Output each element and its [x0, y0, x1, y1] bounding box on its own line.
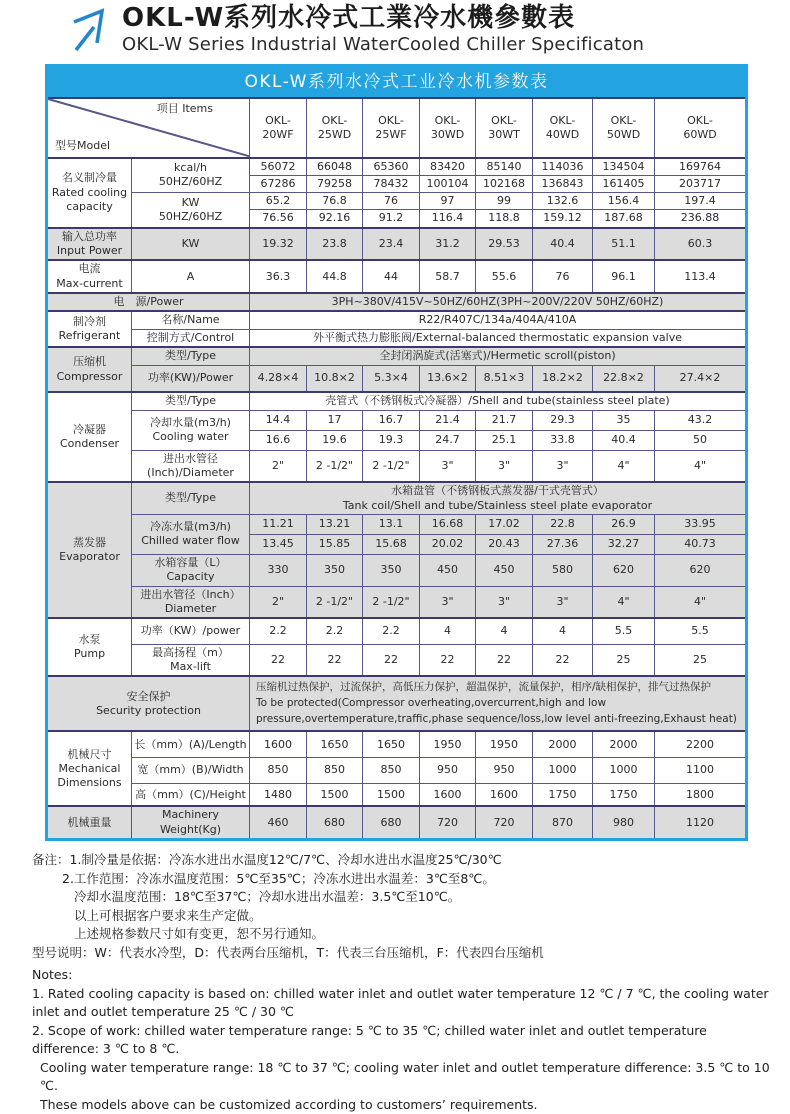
value-cell: 2"	[250, 586, 307, 618]
value-cell: 850	[250, 757, 307, 783]
value-cell: 96.1	[593, 260, 655, 293]
section-label: 机械尺寸 Mechanical Dimensions	[47, 731, 132, 806]
value-cell: 20.43	[476, 534, 533, 554]
table-row	[47, 644, 747, 676]
note-line: 2.工作范围：冷冻水温度范围：5℃至35℃；冷冻水进出水温差：3℃至8℃。	[62, 870, 495, 886]
table-row	[47, 731, 747, 757]
value-cell: 5.5	[593, 618, 655, 644]
value-cell: 330	[250, 554, 307, 586]
page-subtitle: OKL-W Series Industrial WaterCooled Chiller Specificaton	[122, 33, 645, 55]
note-line: These models above can be customized according to customers’ requirements.	[40, 1096, 538, 1112]
section-label: 压缩机 Compressor	[47, 347, 132, 392]
item-label: 名称/Name	[132, 311, 250, 329]
value-cell: 18.2×2	[533, 365, 593, 392]
merged-value-cell: 水箱盘管（不锈钢板式蒸发器/干式壳管式） Tank coil/Shell and tube/Stainless steel plate evaporator	[250, 482, 747, 514]
value-cell: 3"	[533, 586, 593, 618]
items-label: 项目 Items	[156, 102, 213, 116]
value-cell: 23.4	[363, 228, 420, 261]
value-cell: 118.8	[476, 210, 533, 228]
value-cell: 1600	[476, 783, 533, 806]
merged-value-cell: 壳管式（不锈钢板式冷凝器）/Shell and tube(stainless steel plate)	[250, 392, 747, 410]
table-row	[47, 228, 747, 261]
value-cell: 950	[420, 757, 476, 783]
value-cell: 3"	[533, 450, 593, 482]
model-header: OKL- 40WD	[533, 98, 593, 157]
value-cell: 350	[307, 554, 363, 586]
model-label: 型号Model	[55, 139, 111, 153]
section-label: 冷凝器 Condenser	[47, 392, 132, 482]
value-cell: 11.21	[250, 514, 307, 534]
model-header: OKL- 50WD	[593, 98, 655, 157]
section-label: 蒸发器 Evaporator	[47, 482, 132, 618]
value-cell: 36.3	[250, 260, 307, 293]
table-row	[47, 311, 747, 329]
value-cell: 2000	[533, 731, 593, 757]
note-line: 2. Scope of work: chilled water temperature range: 5 ℃ to 35 ℃; chilled water inlet and outlet temperature difference: 3 ℃ to 8 ℃.	[32, 1022, 707, 1057]
value-cell: 4"	[655, 586, 747, 618]
value-cell: 76	[363, 193, 420, 210]
value-cell: 114036	[533, 158, 593, 176]
value-cell: 156.4	[593, 193, 655, 210]
section-label: 电 源/Power	[47, 293, 250, 311]
item-label: 冷冻水量(m3/h) Chilled water flow	[132, 514, 250, 554]
value-cell: 980	[593, 806, 655, 839]
table-row	[47, 193, 747, 210]
value-cell: 2.2	[307, 618, 363, 644]
value-cell: 580	[533, 554, 593, 586]
value-cell: 23.8	[307, 228, 363, 261]
table-row	[47, 392, 747, 410]
value-cell: 680	[307, 806, 363, 839]
table-row	[47, 347, 747, 365]
value-cell: 24.7	[420, 430, 476, 450]
value-cell: 169764	[655, 158, 747, 176]
model-header: OKL- 20WF	[250, 98, 307, 157]
value-cell: 460	[250, 806, 307, 839]
value-cell: 55.6	[476, 260, 533, 293]
arrow-logo-icon	[70, 6, 114, 54]
value-cell: 4	[533, 618, 593, 644]
item-label: 水箱容量（L） Capacity	[132, 554, 250, 586]
value-cell: 56072	[250, 158, 307, 176]
value-cell: 680	[363, 806, 420, 839]
value-cell: 66048	[307, 158, 363, 176]
value-cell: 40.73	[655, 534, 747, 554]
value-cell: 197.4	[655, 193, 747, 210]
value-cell: 1480	[250, 783, 307, 806]
value-cell: 100104	[420, 175, 476, 192]
note-line: Notes:	[32, 967, 73, 983]
item-label: 进出水管径（Inch） Diameter	[132, 586, 250, 618]
item-label: 控制方式/Control	[132, 329, 250, 347]
model-header: OKL- 25WF	[363, 98, 420, 157]
page-header	[0, 0, 790, 56]
value-cell: 22.8	[533, 514, 593, 534]
value-cell: 22	[250, 644, 307, 676]
note-line: 1. Rated cooling capacity is based on: chilled water inlet and outlet water temperature 12 ℃ / 7 ℃, the cooling water inlet and outlet temperature 25 ℃ / 30 ℃	[32, 985, 769, 1020]
value-cell: 79258	[307, 175, 363, 192]
value-cell: 27.4×2	[655, 365, 747, 392]
value-cell: 50	[655, 430, 747, 450]
value-cell: 113.4	[655, 260, 747, 293]
notes-en	[32, 966, 776, 1114]
value-cell: 15.68	[363, 534, 420, 554]
value-cell: 17.02	[476, 514, 533, 534]
model-header: OKL- 25WD	[307, 98, 363, 157]
value-cell: 620	[655, 554, 747, 586]
value-cell: 1750	[533, 783, 593, 806]
model-header: OKL- 60WD	[655, 98, 747, 157]
value-cell: 40.4	[593, 430, 655, 450]
value-cell: 1800	[655, 783, 747, 806]
item-label: 高（mm）(C)/Height	[132, 783, 250, 806]
value-cell: 1500	[307, 783, 363, 806]
value-cell: 450	[476, 554, 533, 586]
value-cell: 22	[533, 644, 593, 676]
item-label: 类型/Type	[132, 392, 250, 410]
value-cell: 4"	[593, 586, 655, 618]
item-label: 类型/Type	[132, 347, 250, 365]
value-cell: 134504	[593, 158, 655, 176]
item-label: 功率(KW)/Power	[132, 365, 250, 392]
value-cell: 2"	[250, 450, 307, 482]
value-cell: 1000	[533, 757, 593, 783]
value-cell: 3"	[476, 450, 533, 482]
value-cell: 720	[476, 806, 533, 839]
value-cell: 3"	[420, 586, 476, 618]
value-cell: 3"	[420, 450, 476, 482]
value-cell: 136843	[533, 175, 593, 192]
value-cell: 2200	[655, 731, 747, 757]
value-cell: 25.1	[476, 430, 533, 450]
note-line: 冷却水温度范围：18℃至37℃；冷却水进出水温差：3.5℃至10℃。	[74, 889, 461, 905]
value-cell: 116.4	[420, 210, 476, 228]
section-label: 安全保护 Security protection	[47, 676, 250, 731]
table-row	[47, 410, 747, 430]
table-row	[47, 757, 747, 783]
value-cell: 1950	[420, 731, 476, 757]
value-cell: 21.7	[476, 410, 533, 430]
value-cell: 22	[476, 644, 533, 676]
value-cell: 4"	[593, 450, 655, 482]
item-label: 功率（KW）/power	[132, 618, 250, 644]
value-cell: 51.1	[593, 228, 655, 261]
table-row	[47, 365, 747, 392]
value-cell: 40.4	[533, 228, 593, 261]
table-row	[47, 676, 747, 731]
table-row	[47, 293, 747, 311]
value-cell: 15.85	[307, 534, 363, 554]
table-row	[47, 260, 747, 293]
item-label: 冷却水量(m3/h) Cooling water	[132, 410, 250, 450]
value-cell: 2 -1/2"	[307, 450, 363, 482]
value-cell: 10.8×2	[307, 365, 363, 392]
value-cell: 2.2	[363, 618, 420, 644]
value-cell: 32.27	[593, 534, 655, 554]
value-cell: 159.12	[533, 210, 593, 228]
value-cell: 31.2	[420, 228, 476, 261]
value-cell: 16.7	[363, 410, 420, 430]
value-cell: 1600	[250, 731, 307, 757]
section-label: 水泵 Pump	[47, 618, 132, 676]
value-cell: 16.68	[420, 514, 476, 534]
value-cell: 97	[420, 193, 476, 210]
value-cell: 4.28×4	[250, 365, 307, 392]
value-cell: 13.6×2	[420, 365, 476, 392]
table-row	[47, 554, 747, 586]
table-row	[47, 514, 747, 534]
note-line: 上述规格参数尺寸如有变更，恕不另行通知。	[74, 926, 325, 942]
value-cell: 5.3×4	[363, 365, 420, 392]
value-cell: 13.21	[307, 514, 363, 534]
note-line: 以上可根据客户要求来生产定做。	[74, 907, 262, 923]
value-cell: 132.6	[533, 193, 593, 210]
value-cell: 2 -1/2"	[363, 586, 420, 618]
section-label: 名义制冷量 Rated cooling capacity	[47, 158, 132, 228]
value-cell: 35	[593, 410, 655, 430]
value-cell: 13.1	[363, 514, 420, 534]
value-cell: 350	[363, 554, 420, 586]
value-cell: 1600	[420, 783, 476, 806]
value-cell: 19.3	[363, 430, 420, 450]
value-cell: 3"	[476, 586, 533, 618]
table-row	[47, 329, 747, 347]
value-cell: 2.2	[250, 618, 307, 644]
value-cell: 102168	[476, 175, 533, 192]
value-cell: 187.68	[593, 210, 655, 228]
model-header: OKL- 30WD	[420, 98, 476, 157]
note-line: 型号说明：W：代表水冷型，D：代表两台压缩机，T：代表三台压缩机，F：代表四台压缩机	[32, 944, 544, 960]
value-cell: 33.8	[533, 430, 593, 450]
merged-value-cell: 压缩机过热保护，过流保护，高低压力保护，超温保护，流量保护，相序/缺相保护，排气过热保护 To be protected(Compressor overheating,overcurrent,high and low pressure,overtemperature,traffic,phase sequence/loss,low level anti-freezing,Exhaust heat)	[250, 676, 747, 731]
section-label: 电流 Max-current	[47, 260, 132, 293]
note-line: 备注：1.制冷量是依据：冷冻水进出水温度12℃/7℃、冷却水进出水温度25℃/30℃	[32, 852, 502, 868]
value-cell: 8.51×3	[476, 365, 533, 392]
value-cell: 29.3	[533, 410, 593, 430]
value-cell: 29.53	[476, 228, 533, 261]
merged-value-cell: 3PH~380V/415V~50HZ/60HZ(3PH~200V/220V 50HZ/60HZ)	[250, 293, 747, 311]
value-cell: 25	[593, 644, 655, 676]
merged-value-cell: 外平衡式热力膨胀阀/External-balanced thermostatic expansion valve	[250, 329, 747, 347]
item-label: 进出水管径 (Inch)/Diameter	[132, 450, 250, 482]
table-row	[47, 482, 747, 514]
table-title-row	[47, 66, 747, 99]
value-cell: 99	[476, 193, 533, 210]
value-cell: 2 -1/2"	[307, 586, 363, 618]
value-cell: 1650	[307, 731, 363, 757]
table-row	[47, 450, 747, 482]
header-text	[122, 4, 644, 56]
value-cell: 13.45	[250, 534, 307, 554]
table-title: OKL-W系列水冷式工业冷水机参数表	[47, 66, 747, 99]
table-row	[47, 586, 747, 618]
value-cell: 25	[655, 644, 747, 676]
value-cell: 44	[363, 260, 420, 293]
value-cell: 26.9	[593, 514, 655, 534]
value-cell: 5.5	[655, 618, 747, 644]
value-cell: 20.02	[420, 534, 476, 554]
value-cell: 83420	[420, 158, 476, 176]
table-row	[47, 806, 747, 839]
value-cell: 44.8	[307, 260, 363, 293]
value-cell: 1120	[655, 806, 747, 839]
table-row	[47, 618, 747, 644]
value-cell: 58.7	[420, 260, 476, 293]
value-cell: 22	[307, 644, 363, 676]
value-cell: 1950	[476, 731, 533, 757]
value-cell: 14.4	[250, 410, 307, 430]
value-cell: 4"	[655, 450, 747, 482]
value-cell: 92.16	[307, 210, 363, 228]
value-cell: 67286	[250, 175, 307, 192]
notes-cn	[32, 851, 776, 962]
value-cell: 450	[420, 554, 476, 586]
value-cell: 22	[363, 644, 420, 676]
value-cell: 27.36	[533, 534, 593, 554]
value-cell: 2000	[593, 731, 655, 757]
value-cell: 1500	[363, 783, 420, 806]
value-cell: 22	[420, 644, 476, 676]
value-cell: 1750	[593, 783, 655, 806]
corner-cell	[47, 98, 250, 157]
value-cell: 236.88	[655, 210, 747, 228]
merged-value-cell: 全封闭涡旋式(活塞式)/Hermetic scroll(piston)	[250, 347, 747, 365]
value-cell: 91.2	[363, 210, 420, 228]
section-label: 制冷剂 Refrigerant	[47, 311, 132, 347]
value-cell: 4	[420, 618, 476, 644]
value-cell: 19.32	[250, 228, 307, 261]
value-cell: 1650	[363, 731, 420, 757]
value-cell: 2 -1/2"	[363, 450, 420, 482]
model-header-row	[47, 98, 747, 157]
item-label: KW	[132, 228, 250, 261]
value-cell: 850	[363, 757, 420, 783]
value-cell: 850	[307, 757, 363, 783]
value-cell: 76	[533, 260, 593, 293]
value-cell: 33.95	[655, 514, 747, 534]
value-cell: 60.3	[655, 228, 747, 261]
value-cell: 870	[533, 806, 593, 839]
value-cell: 16.6	[250, 430, 307, 450]
value-cell: 950	[476, 757, 533, 783]
value-cell: 17	[307, 410, 363, 430]
value-cell: 85140	[476, 158, 533, 176]
value-cell: 720	[420, 806, 476, 839]
table-row	[47, 158, 747, 176]
value-cell: 161405	[593, 175, 655, 192]
value-cell: 19.6	[307, 430, 363, 450]
section-label: 输入总功率 Input Power	[47, 228, 132, 261]
item-label: 类型/Type	[132, 482, 250, 514]
value-cell: 203717	[655, 175, 747, 192]
item-label: A	[132, 260, 250, 293]
value-cell: 1100	[655, 757, 747, 783]
value-cell: 620	[593, 554, 655, 586]
item-label: 最高扬程（m） Max-lift	[132, 644, 250, 676]
table-row	[47, 783, 747, 806]
model-header: OKL- 30WT	[476, 98, 533, 157]
value-cell: 4	[476, 618, 533, 644]
merged-value-cell: R22/R407C/134a/404A/410A	[250, 311, 747, 329]
value-cell: 43.2	[655, 410, 747, 430]
value-cell: 21.4	[420, 410, 476, 430]
value-cell: 1000	[593, 757, 655, 783]
note-line: Cooling water temperature range: 18 ℃ to 37 ℃; cooling water inlet and outlet temperature difference: 3.5 ℃ to 10 ℃.	[40, 1059, 770, 1094]
spec-table	[45, 64, 748, 841]
value-cell: 65360	[363, 158, 420, 176]
value-cell: 76.8	[307, 193, 363, 210]
page-title: OKL-W系列水冷式工業冷水機參數表	[122, 3, 576, 33]
value-cell: 76.56	[250, 210, 307, 228]
item-label: Machinery Weight(Kg)	[132, 806, 250, 839]
item-label: 长（mm）(A)/Length	[132, 731, 250, 757]
value-cell: 78432	[363, 175, 420, 192]
value-cell: 22.8×2	[593, 365, 655, 392]
item-label: KW 50HZ/60HZ	[132, 193, 250, 228]
value-cell: 65.2	[250, 193, 307, 210]
item-label: kcal/h 50HZ/60HZ	[132, 158, 250, 193]
item-label: 宽（mm）(B)/Width	[132, 757, 250, 783]
section-label: 机械重量	[47, 806, 132, 839]
